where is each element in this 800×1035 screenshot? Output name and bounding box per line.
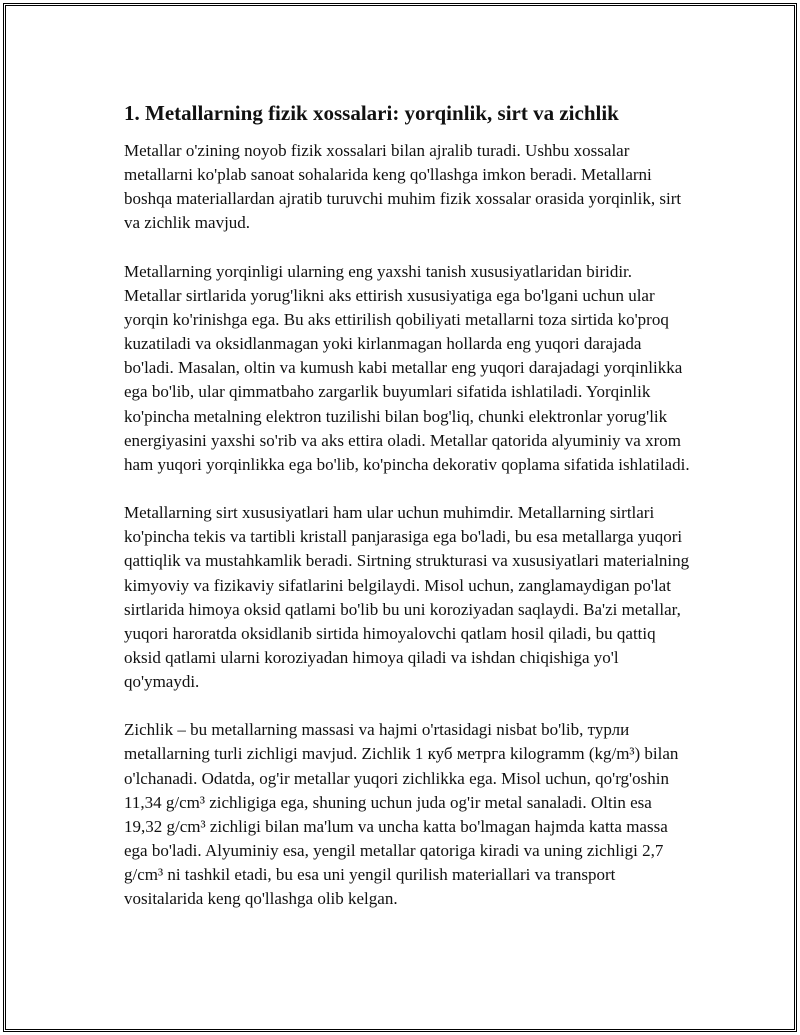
section-heading: 1. Metallarning fizik xossalari: yorqinlik, sirt va zichlik bbox=[124, 101, 619, 125]
paragraph-luster: Metallarning yorqinligi ularning eng yaxshi tanish xususiyatlaridan biridir. Metallar sirtlarida yorug'likni aks ettirish xususiyatiga ega bo'lgani uchun ular yorqin ko'rinishga ega. Bu aks ettirilish qobiliyati metallarni toza sirtida ko'proq kuzatiladi va oksidlanmagan yoki kirlanmagan hollarda eng yuqori darajada bo'ladi. Masalan, oltin va kumush kabi metallar eng yuqori darajadagi yorqinlikka ega bo'lib, ular qimmatbaho zargarlik buyumlari sifatida ishlatiladi. Yorqinlik ko'pincha metalning elektron tuzilishi bilan bog'liq, chunki elektronlar yorug'lik energiyasini yaxshi so'rib va aks ettira oladi. Metallar qatorida alyuminiy va xrom ham yuqori yorqinlikka ega bo'lib, ko'pincha dekorativ qoplama sifatida ishlatiladi. bbox=[124, 261, 690, 474]
paragraph-density: Zichlik – bu metallarning massasi va hajmi o'rtasidagi nisbat bo'lib, турли metallarning turli zichligi mavjud. Zichlik 1 куб метрга kilogramm (kg/m³) bilan o'lchanadi. Odatda, og'ir metallar yuqori zichlikka ega. Misol uchun, qo'rg'oshin 11,34 g/cm³ zichligiga ega, shuning uchun juda og'ir metal sanaladi. Oltin esa 19,32 g/cm³ zichligi bilan ma'lum va uncha katta bo'lmagan hajmda katta massa ega bo'ladi. Alyuminiy esa, yengil metallar qatoriga kiradi va uning zichligi 2,7 g/cm³ ni tashkil etadi, bu esa uni yengil qurilish materiallari va transport vositalarida keng qo'llashga olib kelgan. bbox=[124, 720, 679, 909]
paragraph-surface: Metallarning sirt xususiyatlari ham ular uchun muhimdir. Metallarning sirtlari ko'pincha tekis va tartibli kristall panjarasiga ega bo'ladi, bu esa metallarga yuqori qattiqlik va mustahkamlik beradi. Sirtning strukturasi va xususiyatlari materialning kimyoviy va fizikaviy sifatlarini belgilaydi. Misol uchun, zanglamaydigan po'lat sirtlarida himoya oksid qatlami bo'lib bu uni koroziyadan saqlaydi. Ba'zi metallar, yuqori haroratda oksidlanib sirtida himoyalovchi qatlam hosil qiladi, bu qattiq oksid qatlami ularni koroziyadan himoya qiladi va ishdan chiqishiga yo'l qo'ymaydi. bbox=[124, 503, 690, 692]
paragraph-intro: Metallar o'zining noyob fizik xossalari bilan ajralib turadi. Ushbu xossalar metallarni ko'plab sanoat sohalarida keng qo'llashga imkon beradi. Metallarni boshqa materiallardan ajratib turuvchi muhim fizik xossalar orasida yorqinlik, sirt va zichlik mavjud. bbox=[124, 141, 682, 233]
page-border bbox=[3, 3, 797, 1032]
document-body bbox=[124, 99, 690, 936]
